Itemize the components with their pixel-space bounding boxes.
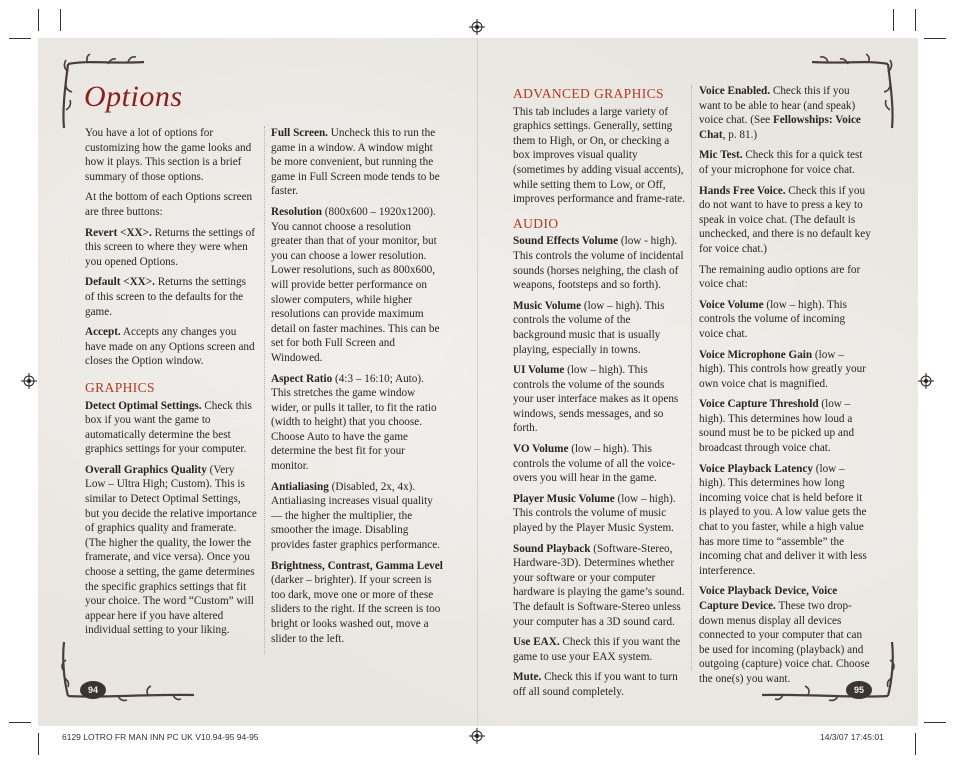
page-title: Options: [84, 80, 183, 113]
paragraph: Voice Playback Device, Voice Capture Device. These two drop-down menus display all devices connected to your computer that can be used for incoming (playback) and outgoing (capture) voice chat. Choose the one(s) you want.: [699, 585, 870, 685]
crop-mark: [915, 9, 916, 31]
term: Overall Graphics Quality: [85, 463, 207, 476]
paragraph: Antialiasing (Disabled, 2x, 4x). Antialiasing increases visual quality — the higher the multiplier, the smoother the image. Disabling provides faster graphics performance.: [271, 480, 440, 552]
term: Voice Enabled.: [699, 85, 771, 97]
term: Sound Playback: [513, 542, 591, 555]
section-heading: AUDIO: [513, 215, 559, 231]
paragraph: Voice Microphone Gain (low – high). This controls how greatly your own voice chat is magnified.: [699, 348, 866, 390]
paragraph: Voice Volume (low – high). This controls the volume of incoming voice chat.: [699, 298, 847, 340]
paragraph: Mic Test. Check this for a quick test of your microphone for voice chat.: [699, 149, 863, 176]
page-number: 94: [80, 681, 106, 699]
paragraph: UI Volume (low – high). This controls the volume of the sounds your user interface makes as it opens windows, sends messages, and so forth.: [513, 364, 679, 435]
spine-gutter: [477, 38, 478, 726]
term: VO Volume: [513, 443, 569, 456]
term: Voice Capture Threshold: [699, 398, 819, 411]
term: Antialiasing: [271, 480, 329, 493]
paragraph: Voice Capture Threshold (low – high). This determines how loud a sound must be to be picked up and broadcast through voice chat.: [699, 398, 855, 455]
column-divider: [264, 126, 265, 654]
term: Sound Effects Volume: [513, 235, 619, 248]
term: Music Volume: [513, 299, 582, 312]
paragraph: Sound Effects Volume (low - high). This controls the volume of incidental sounds (horses neighing, the clash of weapons, footsteps and so forth).: [513, 235, 684, 292]
term: Aspect Ratio: [271, 372, 333, 385]
term: Voice Microphone Gain: [699, 348, 813, 361]
paragraph: Aspect Ratio (4:3 – 16:10; Auto). This stretches the game window wider, or pulls it taller, to fit the ratio (width to height) that you choose. Choose Auto to have the game determine the best fit for your monitor.: [271, 372, 437, 473]
paragraph: At the bottom of each Options screen are three buttons:: [85, 191, 253, 218]
term: Brightness, Contrast, Gamma Level: [271, 559, 443, 572]
cross-reference: Fellowships: Voice Chat: [699, 114, 861, 141]
term: Hands Free Voice.: [699, 184, 786, 197]
crop-mark: [924, 722, 946, 723]
crop-mark: [38, 733, 39, 755]
left-column-2: [271, 126, 443, 652]
term: Resolution: [271, 205, 322, 218]
paragraph: Detect Optimal Settings. Check this box if you want the game to automatically determine the best graphics settings for your computer.: [85, 399, 252, 456]
left-column-1: [85, 126, 257, 644]
paragraph: Music Volume (low – high). This controls the volume of the background music that is usually playing, especially in towns.: [513, 299, 665, 356]
section-heading: ADVANCED GRAPHICS: [513, 86, 664, 101]
term: Accept.: [85, 326, 121, 339]
term: Voice Playback Device, Voice Capture Device.: [699, 585, 838, 612]
term: Voice Playback Latency: [699, 462, 813, 475]
crop-mark: [893, 9, 894, 31]
paragraph: Brightness, Contrast, Gamma Level (darker – brighter). If your screen is too dark, move one or more of these sliders to the right. If the screen is too bright or looks washed out, move a slider to the left.: [271, 559, 443, 645]
paragraph: This tab includes a large variety of graphics settings. Generally, setting them to High, or On, or checking a box improves visual quality (sometimes by adding visual accents), while setting them to Low, or Off, improves performance and frame-rate.: [513, 105, 686, 206]
term: Mute.: [513, 671, 542, 684]
paragraph: Mute. Check this if you want to turn off all sound completely.: [513, 671, 678, 698]
crop-mark: [38, 9, 39, 31]
registration-mark-icon: [21, 373, 37, 389]
term: Detect Optimal Settings.: [85, 399, 202, 412]
paragraph: The remaining audio options are for voice chat:: [699, 263, 861, 291]
paragraph: Voice Playback Latency (low – high). This determines how long incoming voice chat is held before it is played to you. A low value gets the chat to you faster, while a high value has more time to “assemble” the incoming chat and deliver it with less interference.: [699, 462, 867, 577]
paragraph: Full Screen. Uncheck this to run the game in a window. A window might be more convenient, but running the game in Full Screen mode tends to be faster.: [271, 127, 440, 198]
section-heading: GRAPHICS: [85, 379, 155, 395]
crop-mark: [9, 722, 31, 723]
paragraph: Overall Graphics Quality (Very Low – Ultra High; Custom). This is similar to Detect Optimal Settings, but you decide the relative importance of graphics quality and framerate. (The higher the quality, the lower the framerate, and vice versa). Once you choose a setting, the game determines the specific graphics settings that fit your choice. The word “Custom” will appear here if you have altered individual setting to your liking.: [85, 463, 257, 637]
crop-mark: [60, 9, 61, 31]
term: Full Screen.: [271, 127, 328, 139]
crop-mark: [915, 733, 916, 755]
print-slug: 6129 LOTRO FR MAN INN PC UK V10.94-95 94-95: [62, 732, 259, 742]
paragraph: Use EAX. Check this if you want the game to use your EAX system.: [513, 636, 681, 663]
crop-mark: [924, 38, 946, 39]
paragraph: Voice Enabled. Check this if you want to be able to hear (and speak) voice chat. (See Fellowships: Voice Chat, p. 81.): [699, 85, 861, 141]
paragraph: VO Volume (low – high). This controls the volume of all the voice-overs you will hear in the game.: [513, 443, 676, 485]
page-number: 95: [846, 681, 872, 699]
registration-mark-icon: [469, 19, 485, 35]
paragraph: Player Music Volume (low – high). This controls the volume of music played by the Player Music System.: [513, 492, 676, 535]
crop-mark: [9, 38, 31, 39]
term: Player Music Volume: [513, 492, 615, 505]
column-divider: [691, 85, 692, 670]
paragraph: Sound Playback (Software-Stereo, Hardware-3D). Determines whether your software or your computer hardware is playing the game’s sound. The default is Software-Stereo unless your computer has a 3D sound card.: [513, 542, 685, 628]
paragraph: Resolution (800x600 – 1920x1200). You cannot choose a resolution greater than that of your monitor, but you can choose a lower resolution. Lower resolutions, such as 800x600, will provide better performance on slower computers, while higher resolutions can provide maximum detail on faster machines. This can be set for both Full Screen and Windowed.: [271, 205, 440, 364]
print-timestamp: 14/3/07 17:45:01: [820, 732, 884, 742]
term: Mic Test.: [699, 149, 743, 162]
paragraph: You have a lot of options for customizing how the game looks and how it plays. This section is a brief summary of those options.: [85, 127, 252, 183]
term: Use EAX.: [513, 636, 560, 649]
term: Revert <XX>.: [85, 226, 152, 239]
registration-mark-icon: [469, 728, 485, 744]
right-column-2: [699, 84, 871, 693]
registration-mark-icon: [918, 373, 934, 389]
term: UI Volume: [513, 364, 565, 377]
vine-ornament-icon: [58, 640, 198, 705]
paragraph: Hands Free Voice. Check this if you do not want to have to press a key to speak in voice chat. (The default is unchecked, and there is no default key for voice chat.): [699, 184, 871, 255]
paragraph: Accept. Accepts any changes you have made on any Options screen and closes the Option window.: [85, 326, 255, 368]
paragraph: Revert <XX>. Returns the settings of this screen to where they were when you opened Options.: [85, 226, 255, 268]
paragraph: Default <XX>. Returns the settings of this screen to the defaults for the game.: [85, 276, 246, 318]
term: Default <XX>.: [85, 276, 155, 289]
right-column-1: [513, 85, 686, 706]
term: Voice Volume: [699, 298, 764, 311]
